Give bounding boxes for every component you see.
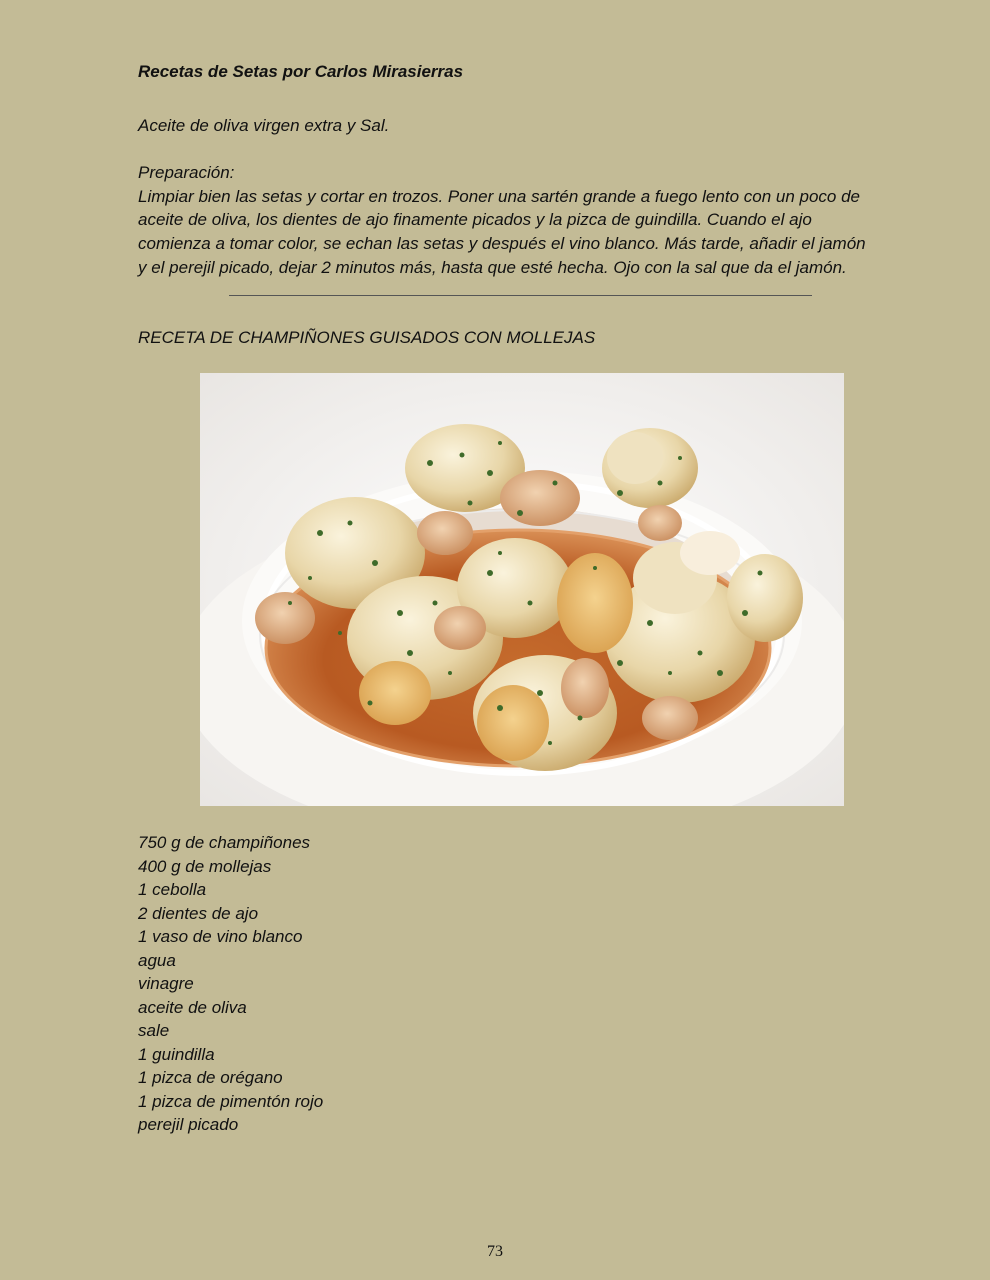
list-item: 1 guindilla <box>138 1044 215 1064</box>
section-divider <box>229 295 812 296</box>
list-item: 400 g de mollejas <box>138 856 272 876</box>
list-item: 1 pizca de orégano <box>138 1068 283 1087</box>
list-item: sale <box>138 1021 170 1040</box>
page-header-title: Recetas de Setas por Carlos Mirasierras <box>138 62 464 81</box>
ingredient-tail-text: Aceite de oliva virgen extra y Sal. <box>138 116 390 135</box>
list-item: aceite de oliva <box>138 997 247 1017</box>
list-item: 2 dientes de ajo <box>138 903 259 923</box>
preparation-line: y el perejil picado, dejar 2 minutos más, hasta que esté hecha. Ojo con la sal que da el jamón. <box>138 258 847 277</box>
ingredient-list <box>138 831 323 1137</box>
dish-photo <box>200 373 844 806</box>
list-item: 1 cebolla <box>138 880 207 899</box>
list-item: 750 g de champiñones <box>138 833 311 852</box>
preparation-line: comienza a tomar color, se echan las setas y después el vino blanco. Más tarde, añadir el jamón <box>138 234 866 253</box>
list-item: agua <box>138 950 176 970</box>
preparation-line: aceite de oliva, los dientes de ajo finamente picados y la pizca de guindilla. Cuando el ajo <box>138 210 812 229</box>
recipe-title: RECETA DE CHAMPIÑONES GUISADOS CON MOLLEJAS <box>138 328 596 347</box>
list-item: perejil picado <box>138 1115 239 1134</box>
page-number: 73 <box>487 1243 503 1260</box>
list-item: 1 vaso de vino blanco <box>138 927 303 946</box>
preparation-heading: Preparación: <box>138 163 235 182</box>
list-item: vinagre <box>138 974 194 993</box>
preparation-line: Limpiar bien las setas y cortar en trozos. Poner una sartén grande a fuego lento con un poco de <box>138 187 861 206</box>
list-item: 1 pizca de pimentón rojo <box>138 1091 324 1111</box>
